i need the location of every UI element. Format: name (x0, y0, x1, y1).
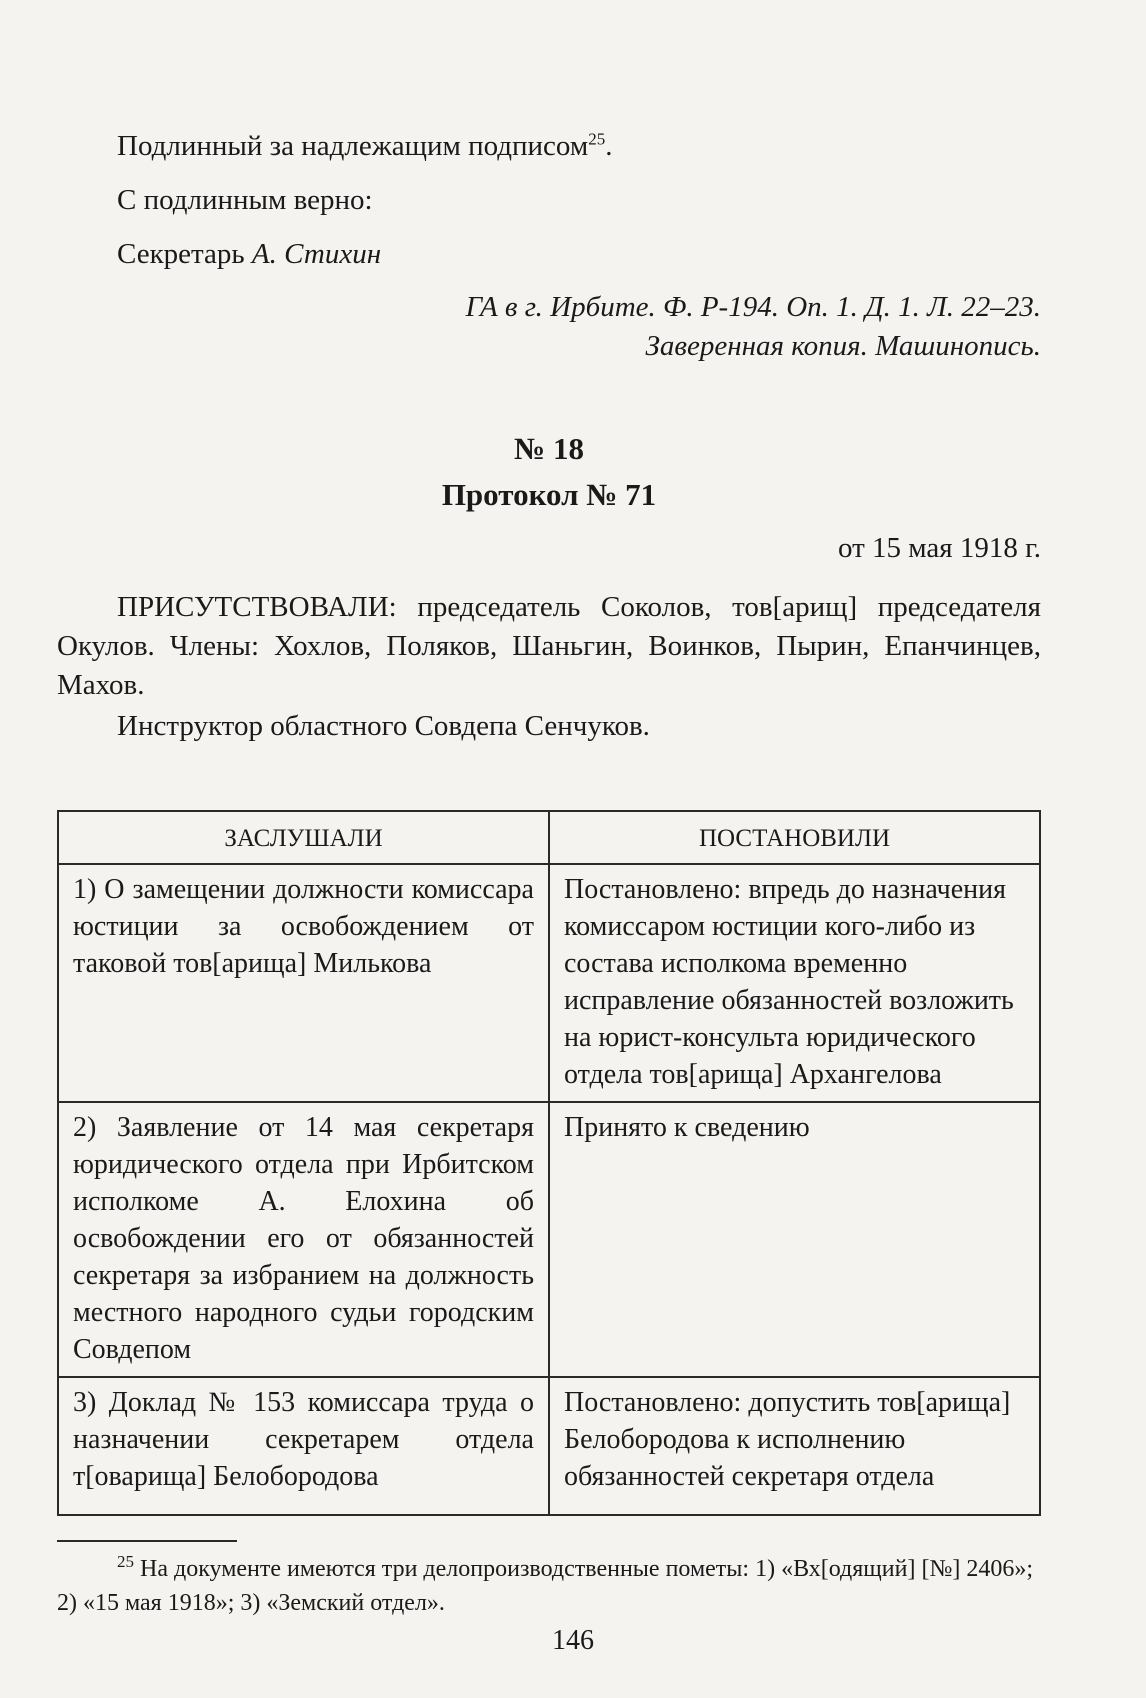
column-header-resolved: ПОСТАНОВИЛИ (549, 811, 1040, 864)
table-row (58, 1102, 1040, 1377)
table-row (58, 864, 1040, 1102)
resolved-cell: Принято к сведению (549, 1102, 1040, 1377)
certified-copy-line: С подлинным верно: (117, 184, 373, 216)
resolved-cell: Постановлено: впредь до назначения комиссаром юстиции кого-либо из состава исполкома временно исправление обязанностей возложить на юрист-консульта юридического отдела тов[арища] Архангелова (549, 864, 1040, 1102)
footnote-divider (57, 1540, 237, 1542)
footnote-number: 25 (117, 1552, 134, 1571)
secretary-line (57, 235, 1041, 274)
minutes-table (57, 810, 1041, 1516)
document-number: № 18 (514, 431, 584, 466)
table-row (58, 1377, 1040, 1515)
original-signature-note (57, 127, 1041, 166)
copy-note: Заверенная копия. Машинопись. (645, 330, 1041, 362)
secretary-title: Секретарь (117, 238, 252, 270)
instructor-line: Инструктор областного Совдепа Сенчуков. (117, 710, 650, 742)
attendees-paragraph: ПРИСУТСТВОВАЛИ: председатель Соколов, тов[арищ] председателя Окулов. Члены: Хохлов, Поляков, Шаньгин, Воинков, Пырин, Епанчинцев, Махов. (57, 591, 1041, 701)
footnote-text: На документе имеются три делопроизводственные пометы: 1) «Вх[одящий] [№] 2406»; 2) «15 мая 1918»; 3) «Земский отдел». (57, 1556, 1034, 1616)
original-note-text: Подлинный за надлежащим подписом (117, 130, 589, 162)
original-note-end: . (605, 130, 613, 162)
heard-cell: 1) О замещении должности комиссара юстиции за освобождением от таковой тов[арища] Милькова (58, 864, 549, 1102)
document-title: Протокол № 71 (441, 477, 657, 512)
column-header-heard: ЗАСЛУШАЛИ (58, 811, 549, 864)
page-number: 146 (552, 1625, 594, 1656)
footnote-marker: 25 (588, 129, 606, 149)
footnote (57, 1552, 1041, 1620)
heard-cell: 3) Доклад № 153 комиссара труда о назначении секретарем отдела т[оварища] Белобородова (58, 1377, 549, 1515)
document-date: от 15 мая 1918 г. (837, 532, 1041, 564)
heard-cell: 2) Заявление от 14 мая секретаря юридического отдела при Ирбитском исполкоме А. Елохина об освобождении его от обязанностей секретаря за избранием на должность местного народного судьи городским Совдепом (58, 1102, 549, 1377)
secretary-name: А. Стихин (251, 238, 382, 270)
table-header-row (58, 811, 1040, 864)
archive-reference: ГА в г. Ирбите. Ф. Р-194. Оп. 1. Д. 1. Л. 22–23. (465, 291, 1041, 323)
resolved-cell: Постановлено: допустить тов[арища] Белобородова к исполнению обязанностей секретаря отдела (549, 1377, 1040, 1515)
